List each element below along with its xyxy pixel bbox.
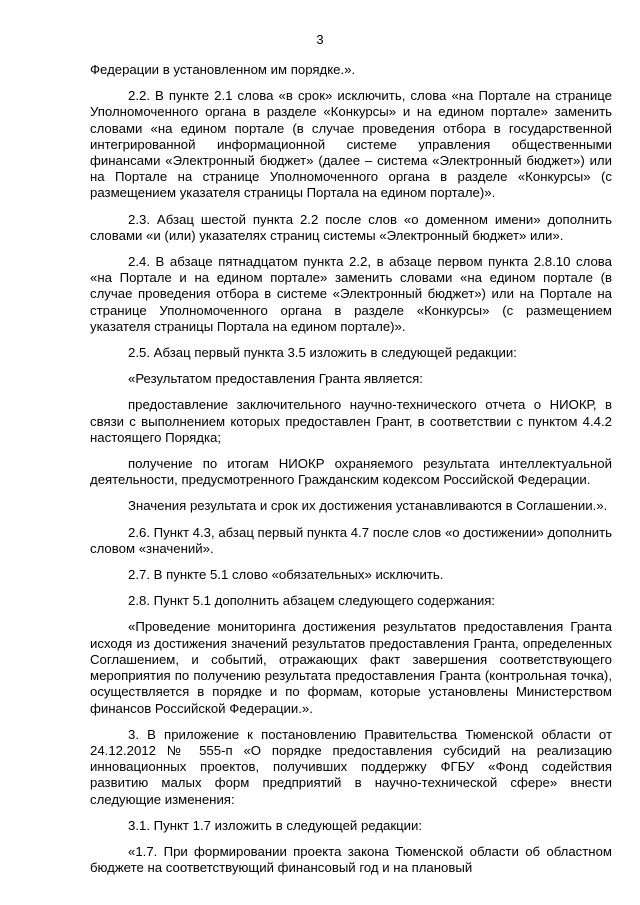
paragraph: 2.8. Пункт 5.1 дополнить абзацем следующего содержания: <box>128 593 496 609</box>
paragraph: «Проведение мониторинга достижения результатов предоставления Гранта исходя из достижения значений результатов предоставления Гранта, определенных Соглашением, и событий, отражающих факт завершения соответствующего мероприятия по получению результата предоставления Гранта (контрольная точка), осуществляется в порядке и по формам, которые установлены Министерством финансов Российской Федерации.». <box>90 619 612 716</box>
paragraph: 3.1. Пункт 1.7 изложить в следующей редакции: <box>128 817 423 833</box>
document-body <box>90 62 612 886</box>
paragraph: предоставление заключительного научно-технического отчета о НИОКР, в связи с выполнением которых предоставлен Грант, в соответствии с пунктом 4.4.2 настоящего Порядка; <box>90 397 612 445</box>
paragraph: 2.4. В абзаце пятнадцатом пункта 2.2, в абзаце первом пункта 2.8.10 слова «на Портале и на едином портале» заменить словами «на едином портале (в случае проведения отбора в системе «Электронный бюджет») или на Портале на странице Уполномоченного органа в разделе «Конкурсы» (с размещением указателя страницы Портала на едином портале)». <box>90 254 612 334</box>
paragraph: 2.7. В пункте 5.1 слово «обязательных» исключить. <box>128 567 444 583</box>
page-number: 3 <box>316 32 324 47</box>
paragraph: получение по итогам НИОКР охраняемого результата интеллектуальной деятельности, предусмотренного Гражданским кодексом Российской Федерации. <box>90 456 612 488</box>
paragraph: «1.7. При формировании проекта закона Тюменской области об областном бюджете на соответствующий финансовый год и на плановый <box>90 843 612 876</box>
paragraph: 2.6. Пункт 4.3, абзац первый пункта 4.7 после слов «о достижении» дополнить словом «значений». <box>90 524 612 556</box>
paragraph: Федерации в установленном им порядке.». <box>90 62 356 77</box>
paragraph: «Результатом предоставления Гранта является: <box>128 371 423 387</box>
paragraph: 2.3. Абзац шестой пункта 2.2 после слов «о доменном имени» дополнить словами «и (или) указателях страниц системы «Электронный бюджет» или». <box>90 211 612 243</box>
paragraph: Значения результата и срок их достижения устанавливаются в Соглашении.». <box>128 498 608 514</box>
paragraph: 3. В приложение к постановлению Правительства Тюменской области от 24.12.2012 № 555-п «О порядке предоставления субсидий на реализацию инновационных проектов, получивших поддержку ФГБУ «Фонд содействия развитию малых форм предприятий в научно-технической сфере» внести следующие изменения: <box>90 726 612 807</box>
paragraph: 2.5. Абзац первый пункта 3.5 изложить в следующей редакции: <box>128 345 517 361</box>
paragraph: 2.2. В пункте 2.1 слова «в срок» исключить, слова «на Портале на странице Уполномоченного органа в разделе «Конкурсы» и на едином портале» заменить словами «на едином портале (в случае проведения отбора в государственной интегрированной информационной системе управления общественными финансами «Электронный бюджет» (далее – система «Электронный бюджет») или на Портале на странице Уполномоченного органа в разделе «Конкурсы» (с размещением указателя страницы Портала на едином портале)». <box>90 88 612 201</box>
